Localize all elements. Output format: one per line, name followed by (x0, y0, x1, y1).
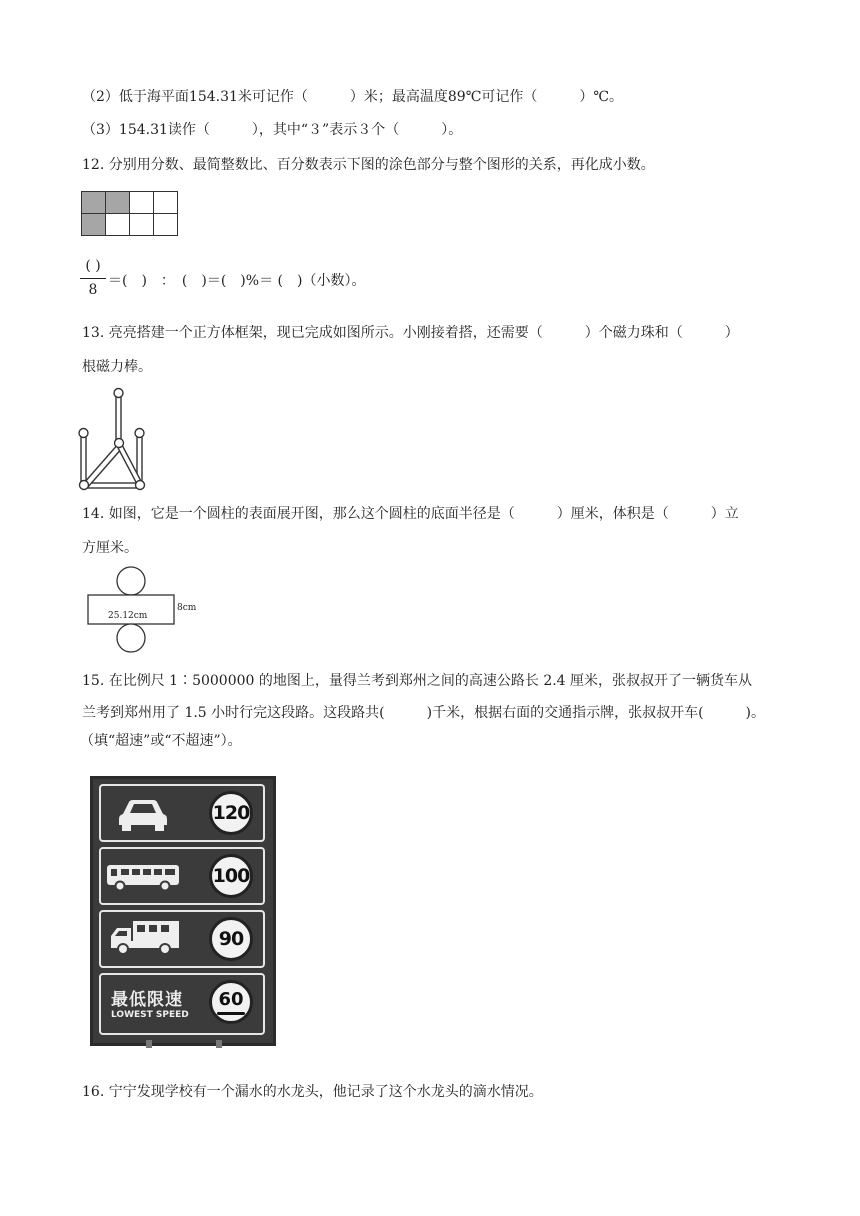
truck-icon (109, 918, 181, 958)
minimum-speed-value: 60 (218, 989, 244, 1010)
sign-post-left (146, 1040, 152, 1048)
sign-panel-minimum (99, 973, 265, 1035)
lowest-speed-label-cn: 最低限速 (111, 990, 183, 1010)
grid-cell (106, 192, 130, 214)
q15-text-line1: 15. 在比例尺 1∶5000000 的地图上，量得兰考到郑州之间的高速公路长 2.4 厘米，张叔叔开了一辆货车从 (82, 673, 753, 689)
grid-cell (130, 214, 154, 236)
sign-panel-car (99, 784, 265, 842)
sign-post-right (216, 1040, 222, 1048)
minimum-speed-underline (217, 1012, 245, 1015)
fraction-denominator: 8 (88, 282, 98, 298)
fraction-numerator: ( ) (85, 258, 101, 274)
speed-limit-100: 100 (209, 854, 253, 898)
speed-limit-90: 90 (209, 917, 253, 961)
car-icon (115, 796, 171, 832)
fraction-bar (80, 278, 106, 279)
q12-equation: ＝( ) ： ( )＝( )%＝ ( )（小数）。 (108, 273, 366, 289)
fraction-blank (80, 258, 106, 298)
q15-text-line2: 兰考到郑州用了 1.5 小时行完这段路。这段路共( )千米，根据右面的交通指示牌，张叔叔开车( )。 (82, 705, 766, 721)
grid-cell (82, 192, 106, 214)
q13-text-line2: 根磁力棒。 (82, 359, 152, 375)
grid-cell (106, 214, 130, 236)
q15-text-line3: （填“超速”或“不超速”）。 (80, 733, 242, 749)
cube-frame-figure (74, 385, 154, 495)
q11-part2: （2）低于海平面154.31米可记作（ ）米；最高温度89℃可记作（ ）℃。 (82, 89, 624, 105)
q14-text-line2: 方厘米。 (82, 540, 138, 556)
cylinder-rect-label: 25.12cm (108, 611, 148, 621)
bus-icon (105, 859, 185, 895)
speed-limit-sign (90, 776, 276, 1046)
q16-text: 16. 宁宁发现学校有一个漏水的水龙头，他记录了这个水龙头的滴水情况。 (82, 1084, 543, 1100)
grid-cell (154, 192, 178, 214)
grid-cell (130, 192, 154, 214)
shaded-grid-figure (81, 191, 178, 236)
speed-limit-120: 120 (209, 791, 253, 835)
q11-part3: （3）154.31读作（ ），其中“３”表示３个（ ）。 (82, 122, 463, 138)
grid-cell (82, 214, 106, 236)
sign-panel-bus (99, 847, 265, 905)
cylinder-height-label: 8cm (177, 603, 197, 613)
q14-text-line1: 14. 如图，它是一个圆柱的表面展开图，那么这个圆柱的底面半径是（ ）厘米，体积是（ ）立 (82, 506, 739, 522)
minimum-speed-60 (209, 980, 253, 1024)
lowest-speed-label-en: LOWEST SPEED (111, 1010, 189, 1020)
grid-cell (154, 214, 178, 236)
q12-text: 12. 分别用分数、最简整数比、百分数表示下图的涂色部分与整个图形的关系，再化成小数。 (82, 157, 655, 173)
sign-panel-truck (99, 910, 265, 968)
q13-text-line1: 13. 亮亮搭建一个正方体框架，现已完成如图所示。小刚接着搭，还需要（ ）个磁力珠和（ ） (82, 325, 739, 341)
